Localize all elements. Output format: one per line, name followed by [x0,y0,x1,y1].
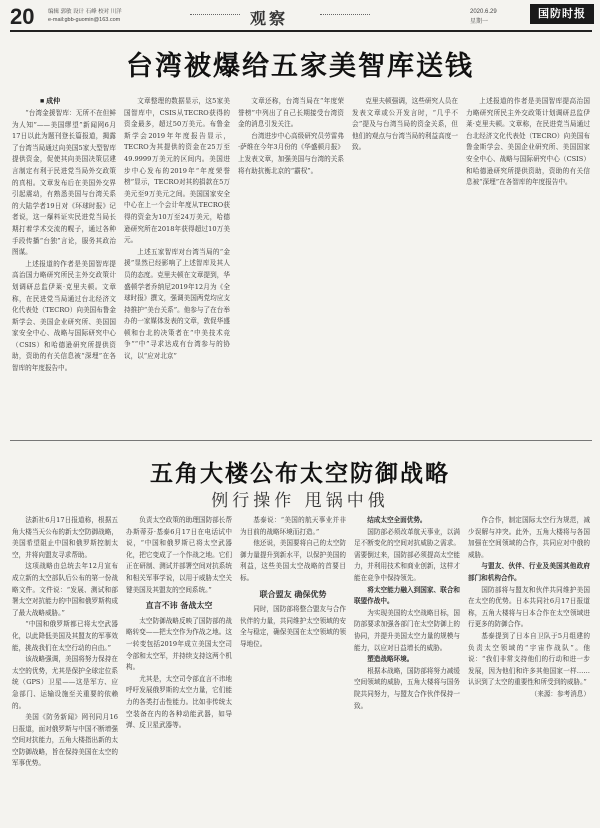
article1-headline: 台湾被爆给五家美智库送钱 [126,51,474,82]
article2-column-5 [468,515,590,825]
header-dots-right [320,14,370,15]
article1-column-5 [466,96,590,433]
article2-paragraph: 该战略强调，美国将努力保持在太空的优势，尤其是保护全球定位系统（GPS）卫星——这是军方、应急部门、运输设施至关重要的依赖的。 [12,655,118,710]
article2-bold-item: 塑造战略环境。 [367,655,414,664]
article1-column-4 [352,96,458,433]
article2-paragraph: 他还说，美国要将自己的太空防御力量提升到新水平，以保护美国的利益，这些美国太空战略的首要目标。 [240,539,346,582]
newspaper-logo: 国防时报 [530,4,594,24]
article2-paragraph: 国防部必须改革航天事业，以满足不断变化的空间对抗威胁之需求。需要倒过来，国防部必须提高太空能力，并利用技术和商业创新，这样才能在竞争中保持领先。 [354,527,460,582]
header-dots-left [190,14,240,15]
article2-bold-item: 与盟友、伙伴、行业及美国其他政府部门和机构合作。 [468,562,590,582]
article1-paragraph: 上述报道的作者是美国智库提高治国力略研究所民主外交政策计划调研总监伊莱·克里夫顿。文章称，在民进党当局通过台北经济文化代表处（TECRO）向美国布鲁金斯学会、美国企业研究所、美国国家安全中心、战略与国际研究中心（CSIS）和哈德逊研究所提供资助，资助的有关信息被“深埋”在各智库的年度报告中。 [12,259,116,373]
date-info [470,7,497,27]
header-rule [10,30,592,32]
article1-paragraph: 文章还称，台湾当局在“年度荣誉榜”中列出了自己长期接受台湾资金的消息引发关注。 [238,97,344,129]
article2-column-1 [12,515,118,825]
article2-paragraph: 法新社6月17日报道称，根据五角大楼当天公布的新太空防御战略，美国希望阻止中国和俄罗斯控制太空，并将向盟友寻求帮助。 [12,516,118,559]
editors-email: e-mail:gbb-guomin@163.com [48,17,121,23]
article1-column-2 [124,96,230,433]
article2-headline: 五角大楼公布太空防御战略 [150,461,450,487]
article2-paragraph: 尤其是，太空司令部直言不讳地呼吁发展俄罗斯的太空力量，它们能力的各类打击性能力。比如非传统太空装备在内的各种动能武器，如导弹、反卫星武器等。 [126,674,232,730]
article2-paragraph: 国防部将与盟友和伙伴共同维护美国在太空的优势。日本共同社6月17日报道称，五角大楼将与日本合作在太空领域进行更多的防御合作。 [468,585,590,629]
article1-paragraph: “台湾金援智库：无所不在但鲜为人知”——美国缪望”新闻网6月17日以此为题刊登长篇报道，揭露了台湾当局通过向美国5家大型智库提供资金，促使其向美国决策层建言制定有利于民进党当局外交政策的真相。文章发布后在美国外交界引起震动，有熟悉美国与台湾关系的大陆学者19日对《环球时报》记者说，这一爆料证实民进党当局长期打着学术交流的幌子，通过各种手段传播“台独”言论，服务其政治图谋。 [12,109,116,257]
article2-paragraph: 根据本战略，国防部将努力减缓空间领域的威胁，五角大楼将与国务院共同努力，与盟友合作伙伴保持一致。 [354,666,460,710]
article2-paragraph: 美国《防务新闻》网刊同月16日报道，面对俄罗斯与中国不断增强空间对抗能力，五角大楼指出新的太空防御战略，旨在保持美国在太空的军事优势。 [12,713,118,768]
page-number: 20 [10,4,35,29]
article2-paragraph: 这项战略由总统去年12月宣布成立新的太空部队后公布的第一份战略文件。文件说：“发展、测试和部署太空对抗能力的中国和俄罗斯构成了最大战略威胁。” [12,562,118,617]
article2-paragraph: “中国和俄罗斯都已将太空武器化，以此降低美国及其盟友的军事效能，挑战我们在太空行动的自由。” [12,620,118,652]
article1-paragraph: 克里夫顿强调，这些研究人员在发表文章或公开发言时，“几乎不会”提及与台湾当局的资金关系，但他们的观点与台湾当局的利益高度一致。 [352,97,458,152]
article2-paragraph: 同时，国防部将整合盟友与合作伙伴的力量，共同维护太空领域的安全与稳定，确保美国在太空领域的领导地位。 [240,605,346,648]
article2-subhead: 联合盟友 确保优势 [259,589,327,599]
article2-paragraph: 太空防御战略反映了国防部的战略转变——把太空作为作战之地。这一转变包括2019年成立美国太空司令部和太空军，并持续支持这两个机构。 [126,616,232,672]
article2-paragraph: 基泰提到了日本自卫队于5月组建的负责太空领域的“宇宙作战队”。他说：“我们非常支持他们的行动和进一步发展，因为他们和许多其他国家一样……认识到了太空的重要性和所受到的威胁。” [468,631,590,687]
article2-column-2 [126,515,232,825]
article1-paragraph: 台湾进步中心高级研究员劳雷弗·萨维在今年3月份的《华盛顿月报》上发表文章，加强美国与台湾的关系将有助抗衡北京的“霸权”。 [238,131,344,175]
article2-source: （来源：参考消息） [530,689,590,698]
editors-info [48,8,122,24]
article2-paragraph: 基泰说：“美国的航天事业并非为目前的战略环境而打造。” [240,516,346,536]
article2-bold-item: 结成太空全面优势。 [367,516,427,524]
article2-paragraph: 负责太空政策的助理国防部长帮办斯蒂芬·基泰6月17日在电话试中说，“中国和俄罗斯已将太空武器化，把它变成了一个作战之地。它们正在研制、测试并部署空间对抗系统和相关军事学说，以用于威胁太空关键美国及其盟友的空间系统。” [126,516,232,594]
article1-paragraph: 上述报道的作者是美国智库提高治国力略研究所民主外交政策计划调研总监伊莱·克里夫顿。文章称，在民进党当局通过台北经济文化代表处（TECRO）向美国布鲁金斯学会、美国企业研究所、美国国家安全中心、战略与国际研究中心（CSIS）和哈德逊研究所提供资助，资助的有关信息被“深埋”在各智库的年度报告中。 [466,97,590,187]
article2-subheadline: 例行操作 甩锅中俄 [211,491,389,511]
section-title: 观察 [250,9,289,28]
article1-column-3 [238,96,344,433]
issue-weekday: 星期一 [470,19,489,25]
article2-paragraph: 为实现美国的太空战略目标，国防部要求加强各部门在太空防御上的协同，并提升美国太空力量的规模与能力，以应对日益增长的威胁。 [354,608,460,652]
article2-subhead: 直言不讳 备战太空 [145,601,213,611]
article-divider [10,440,592,441]
issue-date: 2020.6.29 [470,9,497,15]
article1-byline: ■ 成仲 [40,98,61,105]
article2-bold-item: 将太空能力融入到国家、联合和联盟作战中。 [354,585,460,606]
editors-line: 编辑 郭敏 设计 石峰 校对 川洋 [48,9,122,15]
article2-paragraph: 作合作，制定国际太空行为规范，减少误解与冲突。此外，五角大楼将与各国加强在空间领域的合作，共同应对中俄的威胁。 [468,516,590,559]
article1-paragraph: 文章整理的数据显示，这5家美国智库中，CSIS从TECRO获得的资金最多，超过50万美元。布鲁金斯学会2019年年度报告显示，TECRO为其提供的资金在25万至49.9999万美元的区间内。美国进步中心发布的2019年“年度荣誉榜”显示，TECRO对其的捐款在5万美元至9万美元之间。美国国家安全中心在上一个会计年度从TECRO获得的资金为10万至24万美元，哈德逊研究所在2018年获得超过10万美元。 [124,97,230,245]
article2-column-3 [240,515,346,825]
article1-column-1 [12,108,116,433]
article1-paragraph: 上述五家智库对台湾当局的“金援”显然已经影响了上述智库及其人员的态度。克里夫顿在文章提到，华盛顿学者乔纳尼2019年12月为《全球时报》撰文，强调美国两党均应支持推护“美台关系”。他参与了在台举办的一家媒体发表的文章，敦促华盛顿和台北的决策者在“中美技术竞争”“中”寻求达成有台湾参与的协议，以“应对北京” [124,247,230,361]
article2-column-4 [354,515,460,825]
